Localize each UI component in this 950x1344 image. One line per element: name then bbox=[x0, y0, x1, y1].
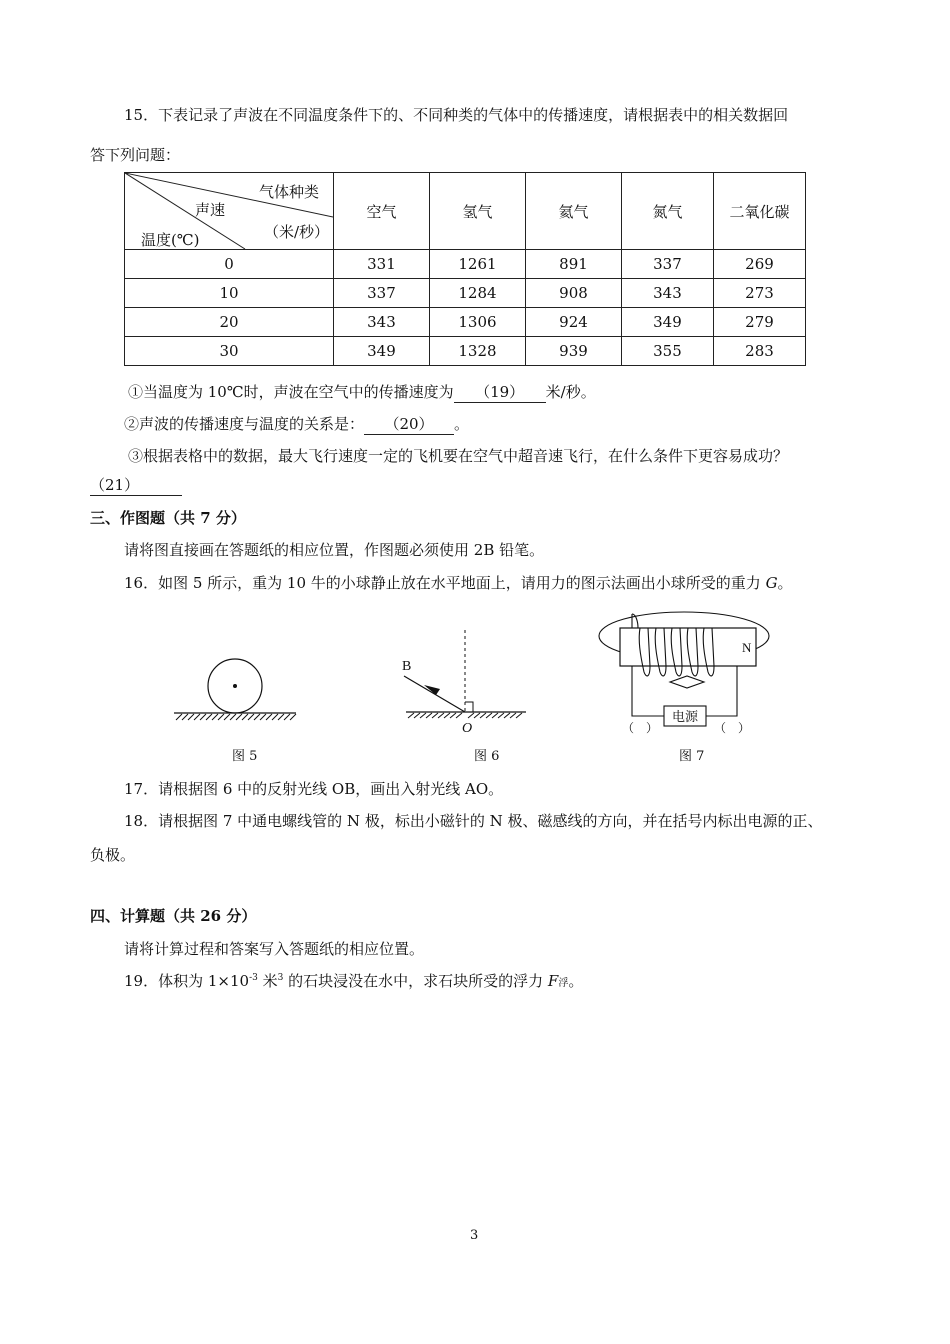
value-cell: 337 bbox=[621, 250, 713, 279]
q19-exponent: -3 bbox=[249, 973, 258, 983]
table-row bbox=[125, 337, 806, 366]
value-cell: 273 bbox=[713, 279, 805, 308]
section3-title: 三、作图题（共 7 分） bbox=[90, 509, 246, 527]
q16-text bbox=[124, 572, 793, 593]
sub1-suffix: 米/秒。 bbox=[545, 383, 596, 401]
q15-intro-line2: 答下列问题： bbox=[90, 146, 181, 164]
corner-speed-label: 声速 bbox=[195, 201, 226, 219]
q19-part-b: 米 bbox=[257, 972, 278, 990]
corner-unit-label: （米/秒） bbox=[263, 223, 329, 241]
value-cell: 939 bbox=[526, 337, 622, 366]
q15-sub3: ③根据表格中的数据，最大飞行速度一定的飞机要在空气中超音速飞行，在什么条件下更容易成功？ bbox=[128, 447, 789, 465]
sound-speed-table bbox=[124, 172, 806, 366]
label-o: O bbox=[462, 721, 473, 736]
sub1-prefix: ①当温度为 10℃时，声波在空气中的传播速度为 bbox=[128, 383, 454, 401]
temp-cell: 30 bbox=[125, 337, 334, 366]
wire-left bbox=[632, 666, 664, 716]
figure-7-solenoid-circuit bbox=[592, 606, 792, 736]
right-angle-mark bbox=[465, 702, 473, 712]
q15-sub3-answer bbox=[90, 474, 182, 496]
paren-left: （ ） bbox=[622, 721, 659, 735]
q19-text bbox=[124, 970, 583, 991]
value-cell: 1284 bbox=[429, 279, 525, 308]
gas-header: 氦气 bbox=[526, 173, 622, 250]
sub2-prefix: ②声波的传播速度与温度的关系是： bbox=[124, 415, 365, 433]
gravity-symbol: G bbox=[765, 574, 778, 592]
page-number: 3 bbox=[470, 1228, 479, 1243]
ground-hatching bbox=[176, 714, 296, 720]
table-row bbox=[125, 250, 806, 279]
value-cell: 908 bbox=[526, 279, 622, 308]
sub2-suffix: 。 bbox=[454, 415, 470, 433]
value-cell: 331 bbox=[334, 250, 430, 279]
figure-6-caption: 图 6 bbox=[474, 749, 500, 764]
value-cell: 349 bbox=[621, 308, 713, 337]
q19-part-a: 19．体积为 1×10 bbox=[124, 972, 250, 990]
corner-gas-label: 气体种类 bbox=[258, 183, 319, 201]
label-b: B bbox=[402, 659, 412, 674]
value-cell: 1306 bbox=[429, 308, 525, 337]
table-corner-cell bbox=[125, 173, 334, 250]
gas-header: 氮气 bbox=[621, 173, 713, 250]
q19-exponent-cubic: 3 bbox=[277, 973, 284, 983]
buoyancy-symbol: F bbox=[547, 972, 559, 990]
value-cell: 279 bbox=[713, 308, 805, 337]
q19-part-c: 的石块浸没在水中，求石块所受的浮力 bbox=[283, 972, 548, 990]
value-cell: 355 bbox=[621, 337, 713, 366]
value-cell: 1261 bbox=[429, 250, 525, 279]
q18-line1: 18．请根据图 7 中通电螺线管的 N 极，标出小磁针的 N 极、磁感线的方向，并在括号内标出电源的正、 bbox=[124, 812, 823, 830]
temp-cell: 10 bbox=[125, 279, 334, 308]
ray-arrowhead bbox=[424, 685, 440, 695]
buoyancy-subscript: 浮 bbox=[558, 978, 569, 989]
figure-5-caption: 图 5 bbox=[232, 749, 258, 764]
section3-instruction: 请将图直接画在答题纸的相应位置，作图题必须使用 2B 铅笔。 bbox=[124, 541, 545, 559]
value-cell: 349 bbox=[334, 337, 430, 366]
q15-sub1 bbox=[128, 381, 596, 403]
figure-7-caption: 图 7 bbox=[679, 749, 705, 764]
section4-instruction: 请将计算过程和答案写入答题纸的相应位置。 bbox=[124, 940, 425, 958]
compass-needle bbox=[670, 676, 704, 688]
reflected-ray-ob bbox=[404, 676, 465, 712]
value-cell: 891 bbox=[526, 250, 622, 279]
q15-intro-line1: 15．下表记录了声波在不同温度条件下的、不同种类的气体中的传播速度，请根据表中的相关数据回 bbox=[124, 106, 789, 124]
table-row bbox=[125, 279, 806, 308]
gas-header: 氢气 bbox=[429, 173, 525, 250]
q19-end: 。 bbox=[568, 972, 584, 990]
value-cell: 343 bbox=[334, 308, 430, 337]
wire-right bbox=[706, 666, 737, 716]
value-cell: 924 bbox=[526, 308, 622, 337]
value-cell: 343 bbox=[621, 279, 713, 308]
temp-cell: 20 bbox=[125, 308, 334, 337]
value-cell: 283 bbox=[713, 337, 805, 366]
value-cell: 1328 bbox=[429, 337, 525, 366]
value-cell: 337 bbox=[334, 279, 430, 308]
power-source-label: 电源 bbox=[672, 709, 699, 724]
section4-title: 四、计算题（共 26 分） bbox=[90, 907, 257, 925]
figure-6-reflection bbox=[396, 628, 528, 738]
gas-header: 二氧化碳 bbox=[713, 173, 805, 250]
table-header-row bbox=[125, 173, 806, 250]
ball-center-dot bbox=[233, 684, 237, 688]
mirror-hatching bbox=[408, 713, 522, 718]
corner-temp-label: 温度(℃) bbox=[141, 231, 200, 249]
answer-blank-21: （21） bbox=[90, 474, 182, 496]
value-cell: 269 bbox=[713, 250, 805, 279]
answer-blank-20: （20） bbox=[364, 413, 454, 435]
table-row bbox=[125, 308, 806, 337]
q15-sub2 bbox=[124, 413, 469, 435]
q18-line2: 负极。 bbox=[90, 846, 136, 864]
gas-header: 空气 bbox=[334, 173, 430, 250]
answer-blank-19: （19） bbox=[454, 381, 546, 403]
paren-right: （ ） bbox=[714, 721, 751, 735]
q17-text: 17．请根据图 6 中的反射光线 OB，画出入射光线 AO。 bbox=[124, 780, 504, 798]
label-n: N bbox=[742, 640, 752, 655]
q16-prefix: 16．如图 5 所示，重为 10 牛的小球静止放在水平地面上，请用力的图示法画出小球所受的重力 bbox=[124, 574, 766, 592]
temp-cell: 0 bbox=[125, 250, 334, 279]
figure-5-ball-on-ground bbox=[168, 650, 300, 724]
q16-suffix: 。 bbox=[777, 574, 793, 592]
